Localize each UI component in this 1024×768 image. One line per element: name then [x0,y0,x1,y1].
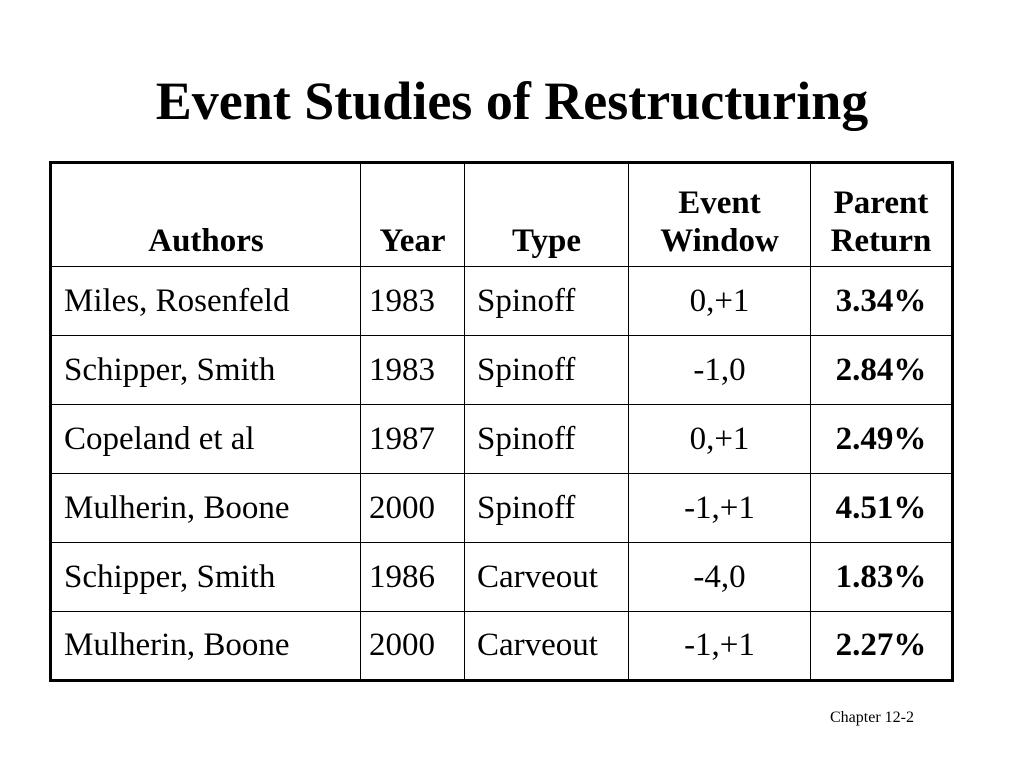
cell-event-window: -1,+1 [629,612,811,681]
table-row [51,543,953,612]
cell-type: Spinoff [465,267,629,336]
header-parent-return-line2: Return [830,223,932,259]
cell-authors: Copeland et al [51,405,361,474]
table-row [51,267,953,336]
header-event-window-line1: Event [678,185,761,221]
cell-event-window: -1,+1 [629,474,811,543]
cell-authors: Mulherin, Boone [51,474,361,543]
cell-type: Spinoff [465,474,629,543]
restructuring-table [49,161,954,682]
cell-type: Carveout [465,543,629,612]
header-authors: Authors [51,163,361,267]
cell-year: 1983 [361,336,465,405]
cell-type: Spinoff [465,336,629,405]
slide-title: Event Studies of Restructuring [155,71,869,131]
cell-event-window: 0,+1 [629,267,811,336]
table-row [51,405,953,474]
table-row [51,612,953,681]
cell-event-window: 0,+1 [629,405,811,474]
table-row [51,474,953,543]
table-header-row [51,163,953,267]
header-event-window-line2: Window [660,223,779,259]
cell-authors: Schipper, Smith [51,543,361,612]
cell-year: 1987 [361,405,465,474]
cell-type: Spinoff [465,405,629,474]
header-event-window [629,163,811,267]
table-row [51,336,953,405]
slide-footer: Chapter 12-2 [830,709,914,726]
cell-year: 2000 [361,612,465,681]
cell-type: Carveout [465,612,629,681]
cell-year: 1983 [361,267,465,336]
cell-year: 1986 [361,543,465,612]
header-year: Year [361,163,465,267]
cell-authors: Schipper, Smith [51,336,361,405]
cell-parent-return: 2.84% [811,336,953,405]
cell-parent-return: 2.27% [811,612,953,681]
cell-parent-return: 1.83% [811,543,953,612]
header-parent-return [811,163,953,267]
cell-event-window: -1,0 [629,336,811,405]
cell-parent-return: 4.51% [811,474,953,543]
cell-authors: Mulherin, Boone [51,612,361,681]
cell-parent-return: 2.49% [811,405,953,474]
header-parent-return-line1: Parent [833,185,929,221]
cell-authors: Miles, Rosenfeld [51,267,361,336]
cell-event-window: -4,0 [629,543,811,612]
cell-year: 2000 [361,474,465,543]
cell-parent-return: 3.34% [811,267,953,336]
header-type: Type [465,163,629,267]
